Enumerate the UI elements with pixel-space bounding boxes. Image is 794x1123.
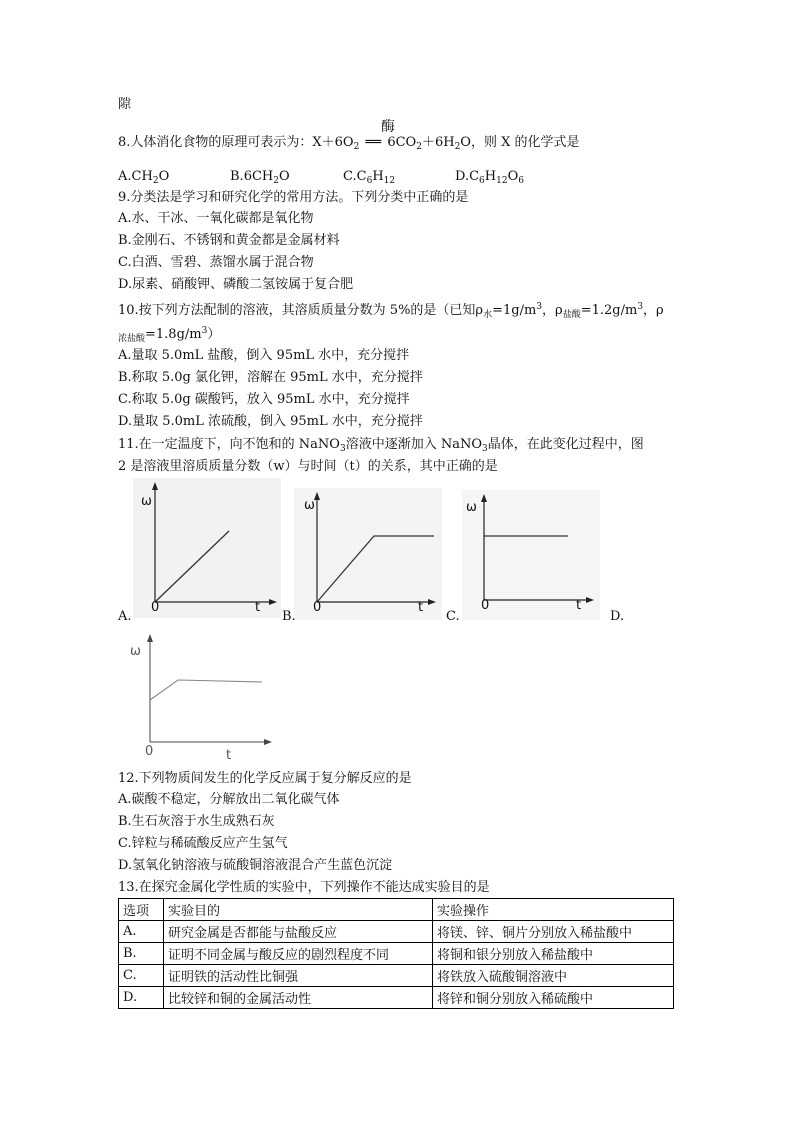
question-10-stem: 10.按下列方法配制的溶液，其溶质质量分数为 5%的是（已知$\rho_水=1g/m^3$，$\rho_{盐酸}=1.2g/m^3$，ρ	[118, 302, 664, 320]
equation-arrow: ══	[365, 135, 382, 150]
graph-b-y-label: ω	[304, 498, 315, 513]
question-11-stem-line1: 11.在一定温度下，向不饱和的 NaNO$_3$溶液中逐渐加入 NaNO$_3$晶体，在此变化过程中，图	[118, 437, 644, 454]
table-header-cell: 实验目的	[164, 899, 433, 921]
option-9-d: D.尿素、硝酸钾、磷酸二氢铵属于复合肥	[118, 277, 354, 292]
option-8-b: $B.6CH_2O$	[230, 169, 290, 186]
graph-b-origin: 0	[313, 600, 322, 615]
question-10-stem-cont: $_{浓盐酸}=1.8g/m^3$）	[118, 326, 221, 344]
graph-d	[128, 630, 276, 766]
table-cell: 将铜和银分别放入稀盐酸中	[433, 943, 674, 965]
graph-d-x-label: t	[226, 748, 232, 763]
table-header-cell: 实验操作	[433, 899, 674, 921]
equation-rhs: $6CO_2+6H_2O$	[387, 135, 471, 152]
table-cell: C.	[119, 965, 164, 987]
table-row	[119, 987, 674, 1009]
graph-c-origin: 0	[481, 598, 490, 613]
table-header-row	[119, 899, 674, 921]
table-cell: 证明铁的活动性比铜强	[164, 965, 433, 987]
graph-b-letter: B.	[282, 609, 296, 624]
graph-c	[462, 490, 600, 620]
table-cell: 将锌和铜分别放入稀硫酸中	[433, 987, 674, 1009]
option-12-d: D.氢氧化钠溶液与硫酸铜溶液混合产生蓝色沉淀	[118, 858, 393, 873]
table-row	[119, 965, 674, 987]
equation-lhs: $X+6O_2$	[312, 135, 360, 152]
question-11-stem-line2: 2 是溶液里溶质质量分数（w）与时间（t）的关系，其中正确的是	[118, 459, 498, 474]
graph-d-curve	[150, 680, 262, 700]
question-8-stem-tail: ，则 X 的化学式是	[470, 135, 580, 150]
table-cell: D.	[119, 987, 164, 1009]
option-8-d: $D.C_6H_{12}O_6$	[455, 169, 524, 186]
table-row	[119, 943, 674, 965]
table-cell: 证明不同金属与酸反应的剧烈程度不同	[164, 943, 433, 965]
option-9-a: A.水、干冰、一氧化碳都是氧化物	[118, 211, 314, 226]
question-12-stem: 12.下列物质间发生的化学反应属于复分解反应的是	[118, 771, 412, 786]
table-row	[119, 921, 674, 943]
graph-c-x-label: t	[576, 598, 582, 613]
option-9-c: C.白酒、雪碧、蒸馏水属于混合物	[118, 255, 314, 270]
table-cell: 比较锌和铜的金属活动性	[164, 987, 433, 1009]
option-12-a: A.碳酸不稳定，分解放出二氧化碳气体	[118, 792, 340, 807]
question-8-stem-text: 8.人体消化食物的原理可表示为：	[118, 135, 313, 150]
option-10-d: D.量取 5.0mL 浓硫酸，倒入 95mL 水中，充分搅拌	[118, 414, 423, 429]
graph-a-origin: 0	[151, 600, 160, 615]
graph-a-x-label: t	[255, 600, 261, 615]
graph-a	[133, 478, 281, 618]
graph-b	[294, 488, 442, 620]
graph-d-letter: D.	[610, 609, 625, 624]
option-10-b: B.称取 5.0g 氯化钾，溶解在 95mL 水中，充分搅拌	[118, 370, 423, 385]
table-cell: B.	[119, 943, 164, 965]
page-fragment-text: 隙	[118, 97, 132, 112]
question-9-stem: 9.分类法是学习和研究化学的常用方法。下列分类中正确的是	[118, 190, 469, 205]
graph-d-y-label: ω	[130, 644, 141, 659]
option-8-a: $A.CH_2O$	[118, 169, 170, 186]
option-8-c: $C.C_6H_{12}$	[343, 169, 396, 186]
option-12-b: B.生石灰溶于水生成熟石灰	[118, 814, 275, 829]
option-12-c: C.锌粒与稀硫酸反应产生氢气	[118, 836, 288, 851]
experiment-table	[118, 898, 674, 1009]
equation-catalyst: 酶	[381, 119, 395, 135]
table-cell: 将镁、锌、铜片分别放入稀盐酸中	[433, 921, 674, 943]
graph-a-letter: A.	[118, 609, 132, 624]
option-10-c: C.称取 5.0g 碳酸钙，放入 95mL 水中，充分搅拌	[118, 392, 410, 407]
table-cell: 研究金属是否都能与盐酸反应	[164, 921, 433, 943]
graph-c-letter: C.	[446, 609, 460, 624]
graph-a-y-label: ω	[141, 494, 152, 509]
option-9-b: B.金刚石、不锈钢和黄金都是金属材料	[118, 233, 340, 248]
graph-b-x-label: t	[418, 600, 424, 615]
table-cell: 将铁放入硫酸铜溶液中	[433, 965, 674, 987]
option-10-a: A.量取 5.0mL 盐酸，倒入 95mL 水中，充分搅拌	[118, 348, 410, 363]
question-13-stem: 13.在探究金属化学性质的实验中，下列操作不能达成实验目的是	[118, 880, 490, 895]
question-8-stem	[118, 134, 580, 152]
table-cell: A.	[119, 921, 164, 943]
table-header-cell: 选项	[119, 899, 164, 921]
graph-c-y-label: ω	[466, 500, 477, 515]
graph-d-origin: 0	[145, 744, 154, 759]
